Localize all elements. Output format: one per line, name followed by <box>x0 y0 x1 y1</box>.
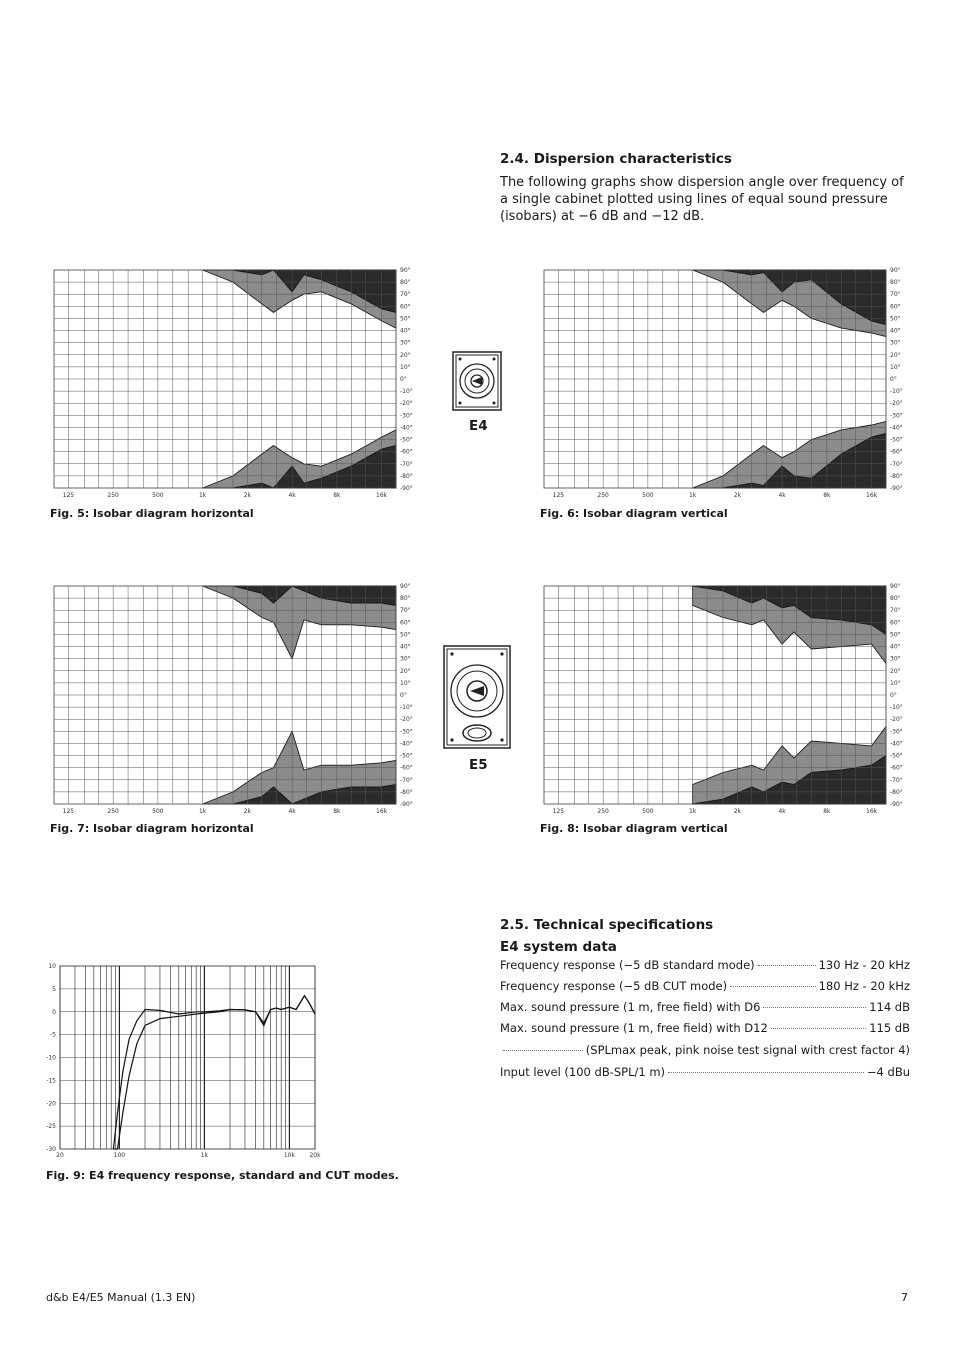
frequency-response-chart <box>42 958 322 1162</box>
fig5-y-tick-label: 40° <box>400 327 411 335</box>
fig8-x-tick-label: 2k <box>733 808 742 815</box>
fig6-x-tick-label: 16k <box>866 492 878 499</box>
spec-label: Frequency response (−5 dB standard mode) <box>500 958 755 972</box>
fig8-y-tick-label: 70° <box>890 607 901 615</box>
fig7-y-tick-label: -60° <box>400 764 413 772</box>
fig5-y-tick-label: -70° <box>400 460 413 468</box>
spec-value: 130 Hz - 20 kHz <box>818 958 910 972</box>
spec-value: (SPLmax peak, pink noise test signal with crest factor 4) <box>585 1043 910 1057</box>
fig8-y-tick-label: -20° <box>890 716 903 724</box>
fig5-y-tick-label: -20° <box>400 400 413 408</box>
fig8-y-tick-label: -60° <box>890 764 903 772</box>
spec-row <box>500 1021 910 1037</box>
spec-label: Frequency response (−5 dB CUT mode) <box>500 979 728 993</box>
fig6-y-tick-label: 70° <box>890 291 901 299</box>
fig7-y-tick-label: -10° <box>400 704 413 712</box>
specs-subheading: E4 system data <box>500 939 617 955</box>
page-number: 7 <box>901 1291 908 1304</box>
isobar-chart-fig7 <box>50 578 415 818</box>
freq-x-tick-label: 100 <box>113 1152 126 1159</box>
freq-y-tick-label: -30 <box>46 1146 56 1153</box>
fig5-x-tick-label: 2k <box>243 492 252 499</box>
freq-y-tick-label: 10 <box>48 963 56 970</box>
fig5-y-tick-label: 20° <box>400 351 411 359</box>
fig7-y-tick-label: -40° <box>400 740 413 748</box>
fig6-y-tick-label: -80° <box>890 472 903 480</box>
fig5-x-tick-label: 16k <box>376 492 388 499</box>
freq-y-tick-label: -5 <box>50 1031 56 1039</box>
fig6-y-tick-label: -50° <box>890 436 903 444</box>
fig7-y-tick-label: 20° <box>400 667 411 675</box>
freq-y-tick-label: -20 <box>46 1100 56 1108</box>
e4-cabinet-drawing <box>452 351 502 411</box>
fig7-x-tick-label: 16k <box>376 808 388 815</box>
freq-x-tick-label: 1k <box>200 1152 209 1159</box>
fig8-x-tick-label: 1k <box>688 808 697 815</box>
spec-value: 180 Hz - 20 kHz <box>818 979 910 993</box>
fig5-x-tick-label: 8k <box>333 492 341 499</box>
fig5-y-tick-label: 0° <box>400 376 407 383</box>
spec-value: −4 dBu <box>866 1065 910 1079</box>
fig7-y-tick-label: 0° <box>400 692 407 699</box>
spec-row <box>500 958 910 974</box>
fig6-x-tick-label: 1k <box>688 492 697 499</box>
fig6-y-tick-label: 30° <box>890 339 901 347</box>
spec-row <box>500 1000 910 1016</box>
e4-label: E4 <box>469 418 488 434</box>
isobar-chart-fig6 <box>540 262 905 502</box>
fig7-y-tick-label: -50° <box>400 752 413 760</box>
spec-value: 115 dB <box>869 1021 910 1035</box>
fig5-y-tick-label: 80° <box>400 279 411 287</box>
fig6-x-tick-label: 250 <box>597 492 609 499</box>
fig5-y-tick-label: -40° <box>400 424 413 432</box>
fig8-x-tick-label: 16k <box>866 808 878 815</box>
fig6-y-tick-label: 90° <box>890 267 901 274</box>
fig8-y-tick-label: -50° <box>890 752 903 760</box>
freq-y-tick-label: 5 <box>52 985 56 993</box>
fig8-y-tick-label: 0° <box>890 692 897 699</box>
leader-dots <box>730 986 815 987</box>
fig8-y-tick-label: -30° <box>890 728 903 736</box>
fig5-y-tick-label: 30° <box>400 339 411 347</box>
fig6-y-tick-label: 10° <box>890 363 901 371</box>
fig6-y-tick-label: 0° <box>890 376 897 383</box>
fig7-y-tick-label: -30° <box>400 728 413 736</box>
fig6-x-tick-label: 4k <box>778 492 786 499</box>
fig6-y-tick-label: -90° <box>890 485 903 492</box>
fig5-y-tick-label: -80° <box>400 472 413 480</box>
fig8-x-tick-label: 8k <box>823 808 831 815</box>
freq-y-tick-label: -10 <box>46 1054 56 1062</box>
fig7-y-tick-label: 80° <box>400 595 411 603</box>
freq-y-tick-label: -15 <box>46 1077 56 1085</box>
fig8-x-tick-label: 250 <box>597 808 609 815</box>
e5-cabinet-drawing <box>443 645 511 749</box>
fig8-y-tick-label: 60° <box>890 619 901 627</box>
freq-y-tick-label: 0 <box>52 1008 56 1016</box>
caption-fig7: Fig. 7: Isobar diagram horizontal <box>50 822 254 835</box>
spec-row <box>500 1065 910 1081</box>
fig7-x-tick-label: 4k <box>288 808 296 815</box>
fig5-x-tick-label: 250 <box>107 492 119 499</box>
spec-label: Max. sound pressure (1 m, free field) with D6 <box>500 1000 761 1014</box>
fig7-y-tick-label: 40° <box>400 643 411 651</box>
fig7-y-tick-label: 50° <box>400 631 411 639</box>
fig5-y-tick-label: -30° <box>400 412 413 420</box>
caption-fig5: Fig. 5: Isobar diagram horizontal <box>50 507 254 520</box>
fig8-y-tick-label: 40° <box>890 643 901 651</box>
fig6-y-tick-label: -10° <box>890 388 903 396</box>
fig6-y-tick-label: 80° <box>890 279 901 287</box>
freq-y-tick-label: -25 <box>46 1123 56 1131</box>
fig5-y-tick-label: -10° <box>400 388 413 396</box>
fig8-y-tick-label: -10° <box>890 704 903 712</box>
leader-dots <box>763 1007 866 1008</box>
fig8-x-tick-label: 125 <box>552 808 565 815</box>
fig8-y-tick-label: 20° <box>890 667 901 675</box>
spec-row <box>500 979 910 995</box>
fig5-x-tick-label: 1k <box>198 492 207 499</box>
dispersion-intro-text: The following graphs show dispersion angle over frequency of a single cabinet plotted using lines of equal sound pressure (isobars) at −6 dB and −12 dB. <box>500 175 904 224</box>
fig5-x-tick-label: 125 <box>62 492 75 499</box>
fig7-x-tick-label: 250 <box>107 808 119 815</box>
fig7-x-tick-label: 1k <box>198 808 207 815</box>
fig5-y-tick-label: 70° <box>400 291 411 299</box>
fig7-x-tick-label: 8k <box>333 808 341 815</box>
leader-dots <box>503 1050 583 1051</box>
fig6-y-tick-label: -40° <box>890 424 903 432</box>
fig6-y-tick-label: -70° <box>890 460 903 468</box>
fig8-y-tick-label: 30° <box>890 655 901 663</box>
leader-dots <box>668 1072 864 1073</box>
fig5-y-tick-label: 60° <box>400 303 411 311</box>
fig6-x-tick-label: 500 <box>642 492 654 499</box>
section-heading-dispersion: 2.4. Dispersion characteristics <box>500 151 732 167</box>
fig8-y-tick-label: -40° <box>890 740 903 748</box>
fig8-x-tick-label: 500 <box>642 808 654 815</box>
freq-x-tick-label: 10k <box>283 1152 295 1159</box>
fig8-y-tick-label: -90° <box>890 801 903 808</box>
fig7-y-tick-label: -90° <box>400 801 413 808</box>
fig7-y-tick-label: -70° <box>400 776 413 784</box>
fig6-y-tick-label: 60° <box>890 303 901 311</box>
fig7-y-tick-label: 70° <box>400 607 411 615</box>
caption-fig8: Fig. 8: Isobar diagram vertical <box>540 822 728 835</box>
fig7-x-tick-label: 500 <box>152 808 164 815</box>
fig5-x-tick-label: 500 <box>152 492 164 499</box>
footer-manual-title: d&b E4/E5 Manual (1.3 EN) <box>46 1291 196 1304</box>
fig5-y-tick-label: -50° <box>400 436 413 444</box>
fig6-y-tick-label: 50° <box>890 315 901 323</box>
fig6-y-tick-label: -30° <box>890 412 903 420</box>
freq-x-tick-label: 20k <box>309 1152 321 1159</box>
fig6-x-tick-label: 125 <box>552 492 565 499</box>
fig8-y-tick-label: 50° <box>890 631 901 639</box>
fig5-x-tick-label: 4k <box>288 492 296 499</box>
spec-label: Max. sound pressure (1 m, free field) with D12 <box>500 1021 768 1035</box>
isobar-chart-fig8 <box>540 578 905 818</box>
fig8-x-tick-label: 4k <box>778 808 786 815</box>
fig7-x-tick-label: 2k <box>243 808 252 815</box>
fig5-y-tick-label: 50° <box>400 315 411 323</box>
caption-fig9: Fig. 9: E4 frequency response, standard and CUT modes. <box>46 1169 399 1182</box>
leader-dots <box>758 965 816 966</box>
fig5-y-tick-label: -60° <box>400 448 413 456</box>
fig6-y-tick-label: -20° <box>890 400 903 408</box>
spec-label: Input level (100 dB-SPL/1 m) <box>500 1065 666 1079</box>
fig7-y-tick-label: -20° <box>400 716 413 724</box>
fig6-y-tick-label: 20° <box>890 351 901 359</box>
fig5-y-tick-label: -90° <box>400 485 413 492</box>
fig8-y-tick-label: -70° <box>890 776 903 784</box>
e5-label: E5 <box>469 757 488 773</box>
fig6-x-tick-label: 2k <box>733 492 742 499</box>
freq-x-tick-label: 20 <box>56 1152 64 1159</box>
fig8-y-tick-label: -80° <box>890 788 903 796</box>
section-heading-specs: 2.5. Technical specifications <box>500 917 714 933</box>
fig5-y-tick-label: 90° <box>400 267 411 274</box>
fig7-y-tick-label: 90° <box>400 583 411 590</box>
fig5-y-tick-label: 10° <box>400 363 411 371</box>
fig7-x-tick-label: 125 <box>62 808 75 815</box>
fig6-y-tick-label: 40° <box>890 327 901 335</box>
fig8-y-tick-label: 10° <box>890 679 901 687</box>
fig7-y-tick-label: 60° <box>400 619 411 627</box>
spec-row <box>500 1043 910 1059</box>
leader-dots <box>771 1028 866 1029</box>
fig6-y-tick-label: -60° <box>890 448 903 456</box>
isobar-chart-fig5 <box>50 262 415 502</box>
fig7-y-tick-label: -80° <box>400 788 413 796</box>
fig8-y-tick-label: 80° <box>890 595 901 603</box>
caption-fig6: Fig. 6: Isobar diagram vertical <box>540 507 728 520</box>
spec-value: 114 dB <box>869 1000 910 1014</box>
fig8-y-tick-label: 90° <box>890 583 901 590</box>
fig7-y-tick-label: 30° <box>400 655 411 663</box>
fig6-x-tick-label: 8k <box>823 492 831 499</box>
fig7-y-tick-label: 10° <box>400 679 411 687</box>
